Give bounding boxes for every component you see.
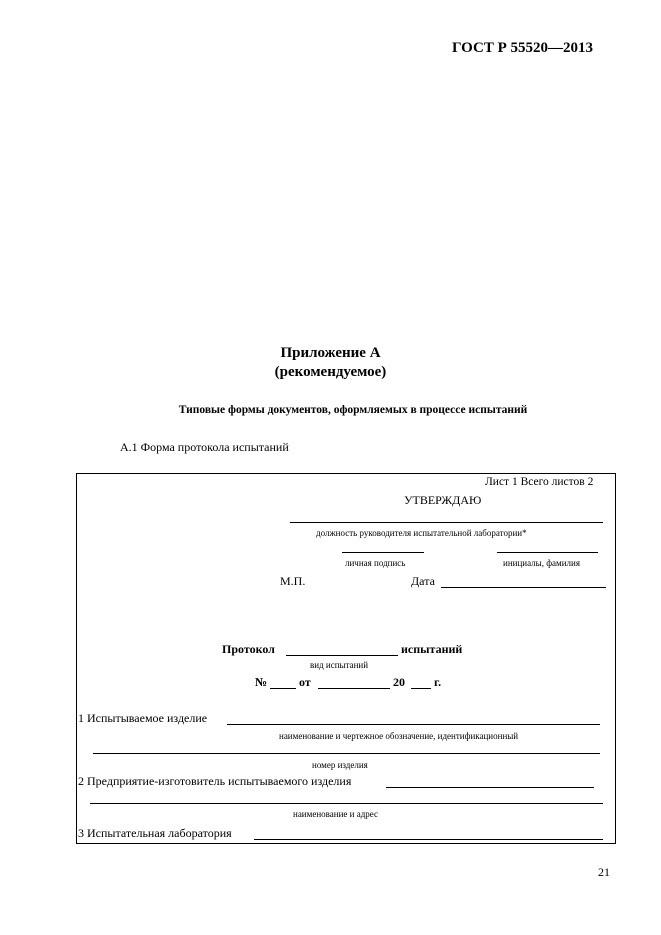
item1-caption2: номер изделия bbox=[312, 760, 368, 770]
sheet-info: Лист 1 Всего листов 2 bbox=[485, 476, 594, 488]
position-line bbox=[290, 522, 603, 523]
item1-line2 bbox=[93, 753, 600, 754]
date-label: Дата bbox=[411, 574, 435, 588]
protocol-date-line bbox=[318, 688, 390, 689]
item1-label: 1 Испытываемое изделие bbox=[78, 711, 208, 725]
date-line bbox=[441, 587, 606, 588]
item2-line bbox=[386, 787, 594, 788]
initials-caption: инициалы, фамилия bbox=[503, 558, 580, 568]
number-sign: № bbox=[255, 675, 268, 689]
approve-label: УТВЕРЖДАЮ bbox=[404, 493, 482, 507]
number-line bbox=[270, 688, 296, 689]
section-heading: Типовые формы документов, оформляемых в процессе испытаний bbox=[178, 404, 528, 416]
item3-line bbox=[254, 839, 603, 840]
year-line bbox=[411, 688, 431, 689]
test-type-line bbox=[286, 655, 398, 656]
year-suffix: г. bbox=[434, 675, 442, 689]
item3-label: 3 Испытательная лаборатория bbox=[78, 826, 232, 840]
signature-line bbox=[342, 552, 424, 553]
item1-line bbox=[227, 724, 600, 725]
document-code: ГОСТ Р 55520—2013 bbox=[452, 40, 594, 56]
position-caption: должность руководителя испытательной лаборатории* bbox=[316, 528, 527, 538]
stamp-label: М.П. bbox=[280, 574, 306, 588]
item2-label: 2 Предприятие-изготовитель испытываемого изделия bbox=[78, 774, 352, 788]
year-prefix: 20 bbox=[393, 675, 405, 689]
form-caption: А.1 Форма протокола испытаний bbox=[120, 440, 289, 454]
from-word: от bbox=[299, 675, 311, 689]
appendix-subtitle: (рекомендуемое) bbox=[274, 364, 387, 380]
item2-line2 bbox=[90, 803, 603, 804]
item1-caption: наименование и чертежное обозначение, идентификационный bbox=[279, 731, 519, 741]
signature-caption: личная подпись bbox=[345, 558, 406, 568]
protocol-word: Протокол bbox=[222, 642, 275, 656]
page-number: 21 bbox=[598, 865, 610, 879]
appendix-title: Приложение А bbox=[280, 345, 381, 361]
item2-caption: наименование и адрес bbox=[293, 809, 378, 819]
tests-word: испытаний bbox=[401, 642, 463, 656]
test-type-caption: вид испытаний bbox=[310, 660, 369, 670]
initials-line bbox=[497, 552, 598, 553]
